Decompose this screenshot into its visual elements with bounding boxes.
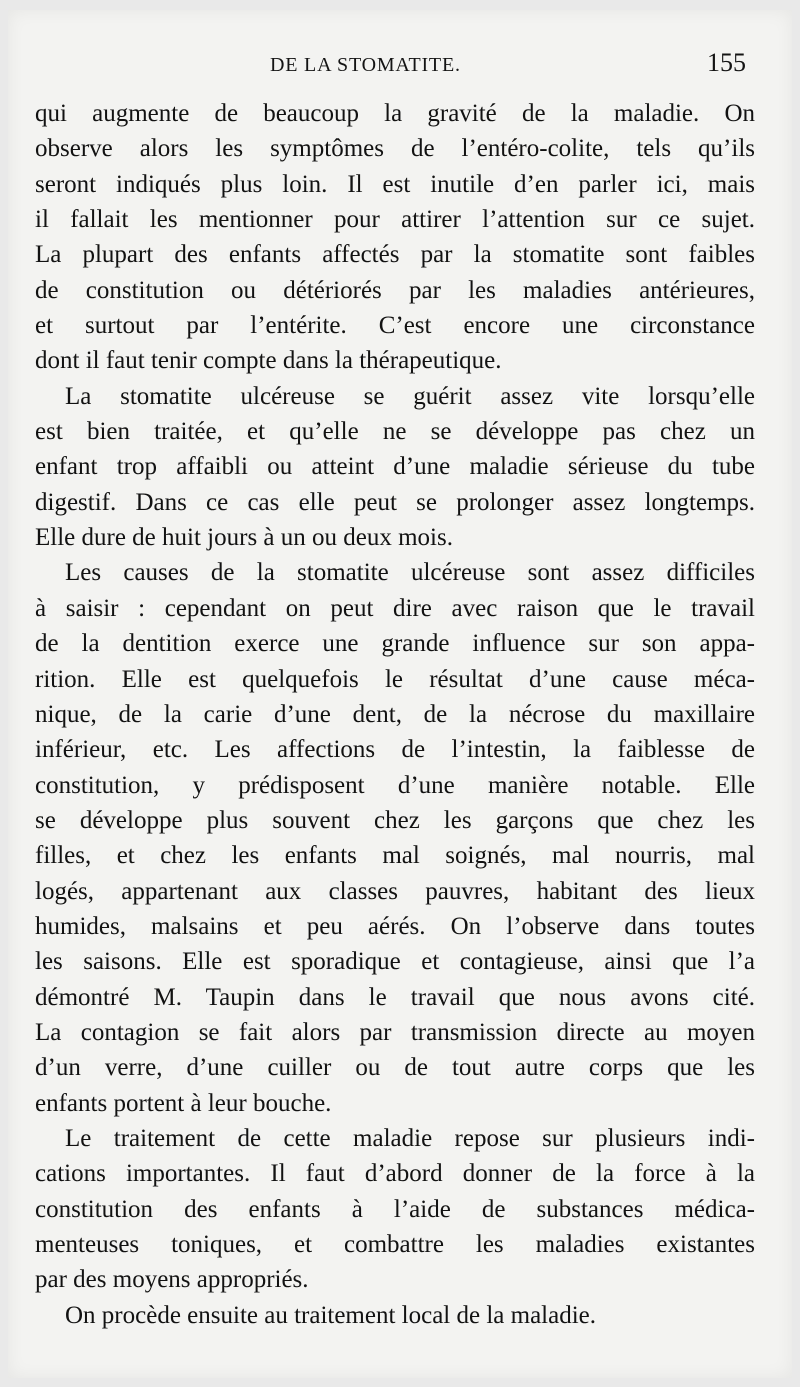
body-text: [35, 96, 755, 1333]
paragraph-2: [35, 379, 755, 556]
text-line: constitution des enfants à l’aide de substances médica-: [35, 1195, 755, 1223]
text-line: Elle dure de huit jours à un ou deux mois.: [35, 524, 453, 552]
text-line: On procède ensuite au traitement local de la maladie.: [65, 1301, 597, 1329]
text-line: est bien traitée, et qu’elle ne se développe pas chez un: [35, 418, 755, 446]
text-line: se développe plus souvent chez les garçons que chez les: [35, 806, 755, 834]
text-line: d’un verre, d’une cuiller ou de tout autre corps que les: [35, 1054, 755, 1082]
text-line: nique, de la carie d’une dent, de la nécrose du maxillaire: [35, 700, 755, 728]
text-line: humides, malsains et peu aérés. On l’observe dans toutes: [35, 912, 755, 940]
text-line: dont il faut tenir compte dans la thérapeutique.: [35, 347, 502, 375]
paragraph-3: [35, 555, 755, 1121]
text-line: constitution, y prédisposent d’une manière notable. Elle: [35, 771, 755, 799]
text-line: rition. Elle est quelquefois le résultat d’une cause méca-: [35, 665, 755, 693]
text-line: enfant trop affaibli ou atteint d’une maladie sérieuse du tube: [35, 453, 755, 481]
page-header: [8, 48, 792, 82]
text-line: La contagion se fait alors par transmission directe au moyen: [35, 1018, 755, 1046]
text-line: filles, et chez les enfants mal soignés, mal nourris, mal: [35, 842, 755, 870]
text-line: qui augmente de beaucoup la gravité de la maladie. On: [35, 100, 755, 127]
text-line: La stomatite ulcéreuse se guérit assez vite lorsqu’elle: [65, 382, 755, 410]
text-line: inférieur, etc. Les affections de l’intestin, la faiblesse de: [35, 736, 755, 764]
text-line: digestif. Dans ce cas elle peut se prolonger assez longtemps.: [35, 488, 755, 516]
page-number: 155: [707, 48, 746, 77]
text-line: de constitution ou détériorés par les maladies antérieures,: [35, 276, 755, 304]
text-line: à saisir : cependant on peut dire avec raison que le travail: [35, 594, 755, 622]
text-line: menteuses toniques, et combattre les maladies existantes: [35, 1231, 755, 1258]
text-line: logés, appartenant aux classes pauvres, habitant des lieux: [35, 877, 755, 905]
text-line: La plupart des enfants affectés par la stomatite sont faibles: [35, 241, 755, 269]
text-line: de la dentition exerce une grande influence sur son appa-: [35, 630, 755, 658]
text-line: et surtout par l’entérite. C’est encore une circonstance: [35, 312, 755, 340]
text-line: démontré M. Taupin dans le travail que nous avons cité.: [35, 983, 755, 1011]
text-line: cations importantes. Il faut d’abord donner de la force à la: [35, 1160, 755, 1188]
text-line: enfants portent à leur bouche.: [35, 1089, 332, 1117]
text-line: il fallait les mentionner pour attirer l’attention sur ce sujet.: [35, 206, 755, 234]
paragraph-1: [35, 96, 755, 379]
book-page: [8, 10, 792, 1378]
text-line: Le traitement de cette maladie repose sur plusieurs indi-: [65, 1124, 755, 1152]
paragraph-4: [35, 1121, 755, 1298]
text-line: seront indiqués plus loin. Il est inutile d’en parler ici, mais: [35, 170, 755, 198]
text-line: les saisons. Elle est sporadique et contagieuse, ainsi que l’a: [35, 948, 755, 976]
running-title: DE LA STOMATITE.: [270, 54, 461, 76]
text-line: observe alors les symptômes de l’entéro-colite, tels qu’ils: [35, 135, 755, 163]
paragraph-5: [35, 1298, 755, 1333]
text-line: par des moyens appropriés.: [35, 1266, 309, 1294]
text-line: Les causes de la stomatite ulcéreuse sont assez difficiles: [65, 559, 755, 587]
